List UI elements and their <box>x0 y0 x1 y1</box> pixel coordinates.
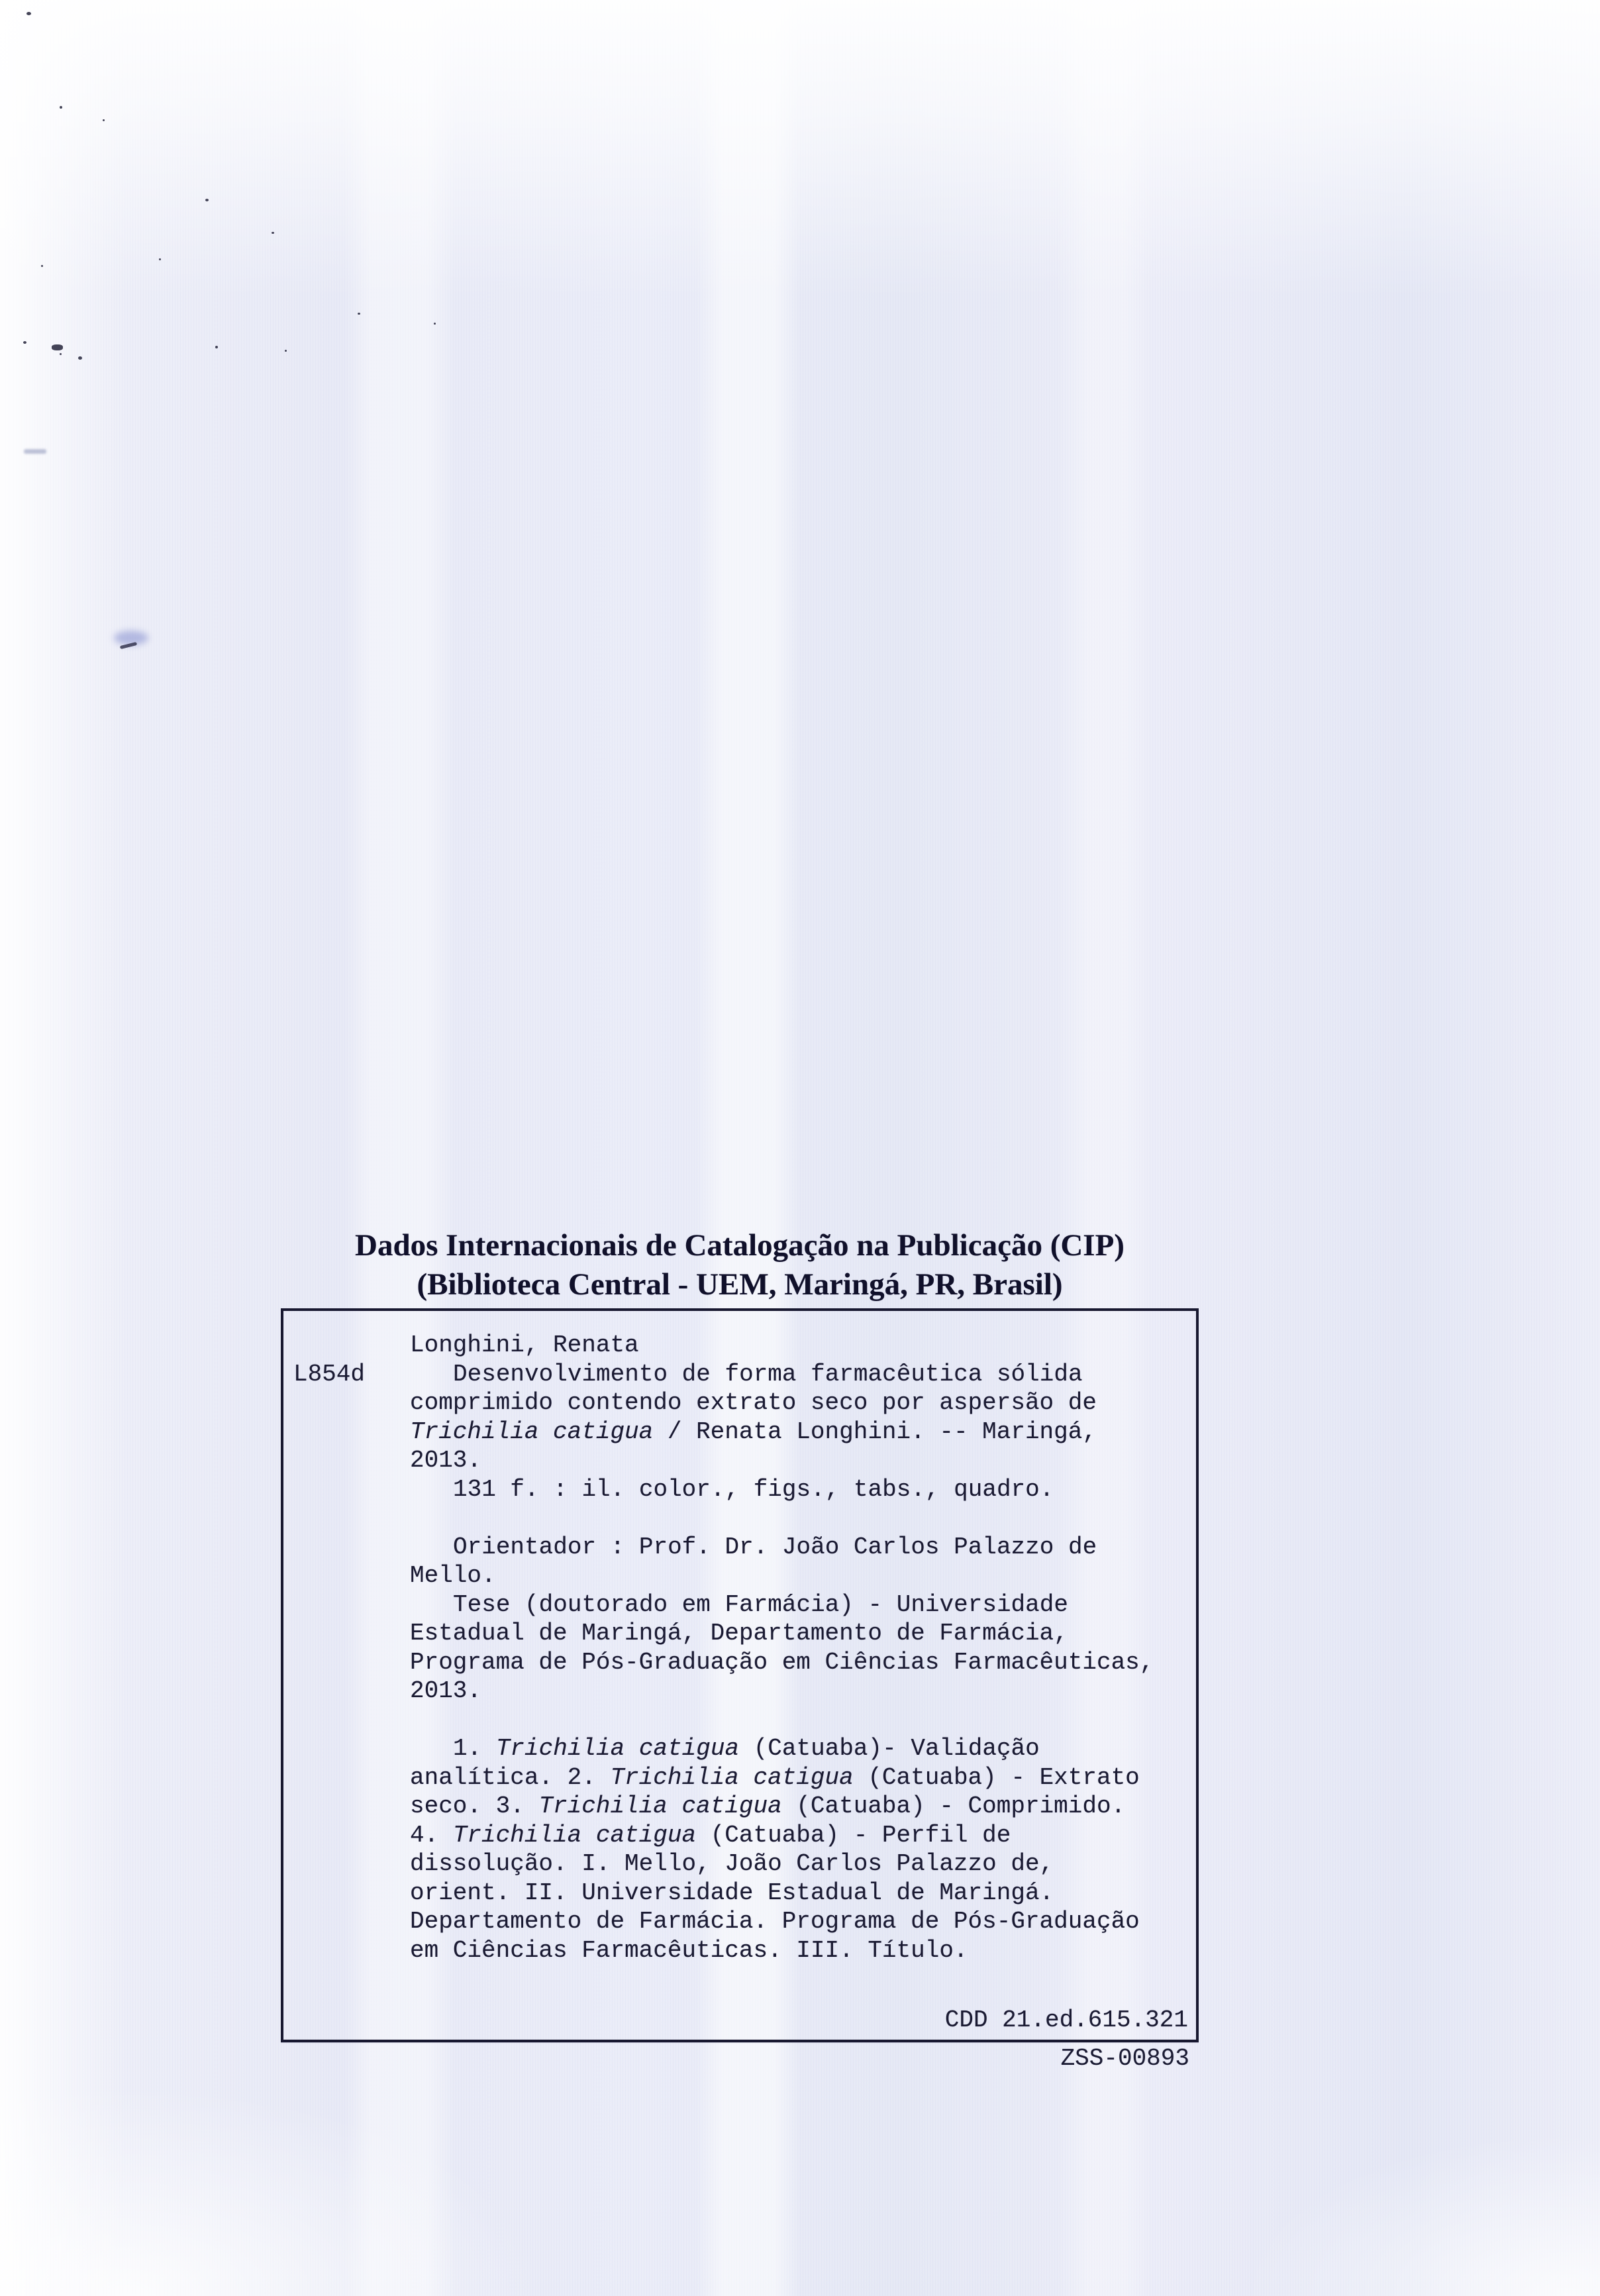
scan-speck <box>41 265 43 267</box>
scan-speck <box>434 323 436 325</box>
card-line: Programa de Pós-Graduação em Ciências Farmacêuticas, <box>410 1648 1154 1676</box>
scan-speck <box>358 313 360 315</box>
card-line: Departamento de Farmácia. Programa de Pós-Graduação <box>410 1908 1140 1935</box>
scan-speck <box>103 119 105 121</box>
card-line: orient. II. Universidade Estadual de Maringá. <box>410 1879 1054 1906</box>
scan-speck <box>78 356 82 360</box>
card-line: em Ciências Farmacêuticas. III. Título. <box>410 1936 968 1964</box>
card-line: seco. 3. Trichilia catigua (Catuaba) - Comprimido. <box>410 1793 1126 1820</box>
card-line: Tese (doutorado em Farmácia) - Universidade <box>453 1591 1068 1618</box>
card-lines <box>410 1331 1189 1965</box>
card-line: 4. Trichilia catigua (Catuaba) - Perfil de <box>410 1821 1011 1849</box>
cip-header-line2: (Biblioteca Central - UEM, Maringá, PR, Brasil) <box>417 1267 1063 1302</box>
card-line <box>410 1706 1189 1735</box>
card-line <box>410 1504 1189 1533</box>
scan-speck <box>272 232 274 234</box>
catalog-card-box <box>281 1308 1199 2042</box>
card-line: Estadual de Maringá, Departamento de Farmácia, <box>410 1620 1068 1647</box>
card-line: Trichilia catigua / Renata Longhini. -- Maringá, <box>410 1418 1097 1445</box>
scan-speck <box>205 199 209 201</box>
scan-mark <box>24 449 46 454</box>
scan-speck <box>285 350 287 352</box>
scan-speck <box>60 353 62 355</box>
card-line: 2013. <box>410 1677 482 1704</box>
card-line: 1. Trichilia catigua (Catuaba)- Validação <box>453 1735 1040 1762</box>
catalog-control-number: ZSS-00893 <box>1060 2045 1189 2072</box>
call-number: L854d <box>293 1361 366 1388</box>
cip-header-line1: Dados Internacionais de Catalogação na Publicação (CIP) <box>355 1228 1125 1263</box>
cdd-classification: CDD 21.ed.615.321 <box>944 2007 1188 2034</box>
scan-speck <box>60 106 62 109</box>
cip-header <box>281 1226 1199 1304</box>
card-line: 2013. <box>410 1447 482 1474</box>
card-line: comprimido contendo extrato seco por aspersão de <box>410 1389 1097 1416</box>
card-line: dissolução. I. Mello, João Carlos Palazzo de, <box>410 1850 1054 1877</box>
card-line: Longhini, Renata <box>410 1331 639 1359</box>
card-line: Desenvolvimento de forma farmacêutica sólida <box>453 1360 1083 1388</box>
scan-speck <box>52 344 63 350</box>
scan-speck <box>159 258 161 260</box>
card-line: analítica. 2. Trichilia catigua (Catuaba) - Extrato <box>410 1763 1140 1791</box>
scan-speck <box>215 346 218 348</box>
card-line: Orientador : Prof. Dr. João Carlos Palazzo de <box>453 1533 1097 1561</box>
card-line: Mello. <box>410 1562 496 1589</box>
scan-speck <box>26 12 31 15</box>
scan-speck <box>23 341 26 344</box>
card-line: 131 f. : il. color., figs., tabs., quadro. <box>453 1475 1054 1503</box>
